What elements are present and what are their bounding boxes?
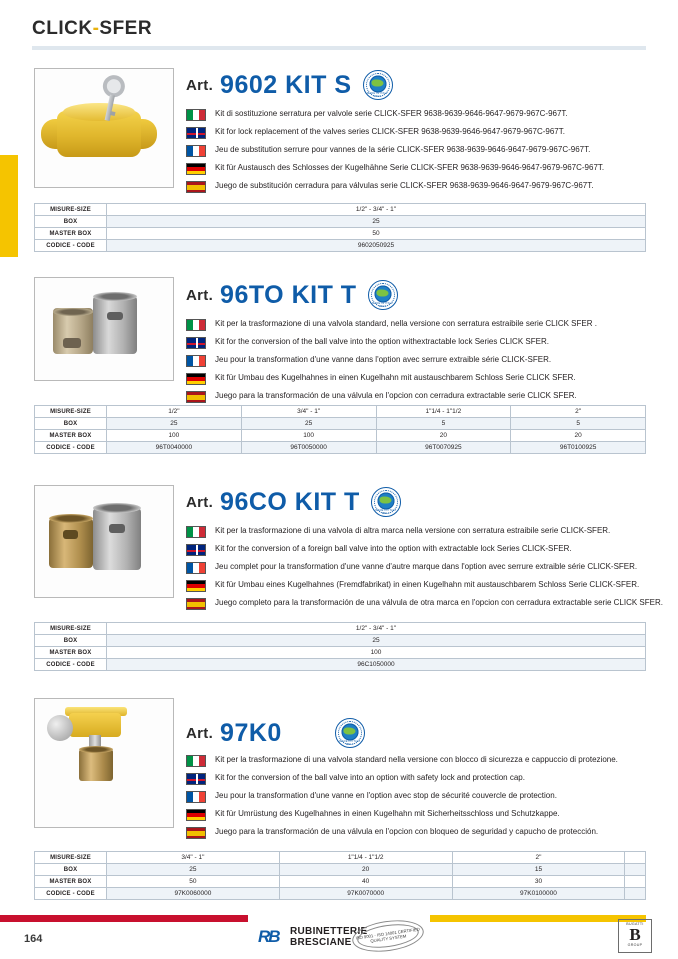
table-row — [35, 228, 646, 240]
description-list-1 — [186, 108, 604, 198]
made-in-italy-caption: MADE IN ITALY ONLY — [367, 92, 388, 98]
table-row — [35, 876, 646, 888]
made-in-italy-icon — [368, 280, 398, 310]
header-divider — [32, 46, 646, 50]
cell-box-empty — [625, 864, 646, 876]
flag-germany-icon — [186, 163, 206, 175]
art-code: 9602 KIT S — [220, 70, 352, 99]
cell-box: 5 — [376, 418, 511, 430]
product-heading-1 — [186, 70, 393, 100]
art-code: 97K0 — [220, 718, 282, 747]
row-label-master: MASTER BOX — [35, 228, 107, 240]
certification-badge — [352, 921, 424, 951]
flag-uk-icon — [186, 337, 206, 349]
cell-code: 97K0070000 — [279, 888, 452, 900]
cell-code: 97K0060000 — [107, 888, 280, 900]
cell-size: 1/2" - 3/4" - 1" — [107, 204, 646, 216]
table-row — [35, 406, 646, 418]
description-row — [186, 597, 663, 610]
page-title-sub: SFER — [99, 18, 153, 39]
table-row — [35, 623, 646, 635]
cell-code: 96T0070925 — [376, 442, 511, 454]
flag-uk-icon — [186, 544, 206, 556]
description-row — [186, 372, 597, 385]
table-row — [35, 204, 646, 216]
cell-box: 5 — [511, 418, 646, 430]
cell-master: 100 — [107, 647, 646, 659]
row-label-master: MASTER BOX — [35, 876, 107, 888]
row-label-size: MISURE-SIZE — [35, 204, 107, 216]
product-heading-3 — [186, 487, 401, 517]
flag-italy-icon — [186, 109, 206, 121]
description-row — [186, 790, 618, 803]
table-row — [35, 659, 646, 671]
row-label-size: MISURE-SIZE — [35, 406, 107, 418]
page-header — [0, 0, 678, 52]
section-color-tab — [0, 155, 18, 257]
made-in-italy-caption: MADE IN ITALY ONLY — [372, 302, 394, 308]
cell-box: 20 — [279, 864, 452, 876]
product-image-4 — [34, 698, 174, 828]
description-text: Jeu complet pour la transformation d'une vanne d'autre marque dans l'option avec serrure extraible série CLICK-SFER. — [215, 562, 638, 571]
cell-master: 100 — [107, 430, 242, 442]
product-heading-2 — [186, 280, 398, 310]
description-text: Kit für Umrüstung des Kugelhahnes in einen Kugelhahn mit Sicherheitsschloss und Schutzkappe. — [215, 809, 560, 818]
spec-table-2 — [34, 405, 646, 454]
row-label-box: BOX — [35, 418, 107, 430]
row-label-size: MISURE-SIZE — [35, 623, 107, 635]
description-text: Jeu de substitution serrure pour vannes de la série CLICK-SFER 9638-9639-9646-9647-9679-967C-967T. — [215, 145, 591, 154]
flag-germany-icon — [186, 809, 206, 821]
description-text: Juego para la transformación de una válvula en l'opcion con bloqueo de seguridad y capucho de protección. — [215, 827, 599, 836]
group-top-text: BUGATTI — [626, 922, 644, 926]
art-label: Art. — [186, 286, 214, 304]
cell-master: 20 — [511, 430, 646, 442]
cell-code: 96T0050000 — [241, 442, 376, 454]
row-label-size: MISURE-SIZE — [35, 852, 107, 864]
row-label-code: CODICE - CODE — [35, 240, 107, 252]
description-list-4 — [186, 754, 618, 844]
product-image-2 — [34, 277, 174, 381]
cell-size: 1"1/4 - 1"1/2 — [376, 406, 511, 418]
description-text: Kit für Austausch des Schlosses der Kugelhähne Serie CLICK-SFER 9638-9639-9646-9647-9679-967C-967T. — [215, 163, 605, 172]
flag-italy-icon — [186, 755, 206, 767]
description-row — [186, 162, 604, 175]
cell-size: 1"1/4 - 1"1/2 — [279, 852, 452, 864]
page-title — [32, 18, 152, 40]
art-code: 96TO KIT T — [220, 280, 357, 309]
page-number: 164 — [24, 933, 43, 945]
cell-master: 50 — [107, 228, 646, 240]
row-label-box: BOX — [35, 864, 107, 876]
description-row — [186, 525, 663, 538]
description-row — [186, 180, 604, 193]
description-text: Kit per la trasformazione di una valvola di altra marca nella versione con serratura estraibile serie CLICK-SFER. — [215, 526, 611, 535]
product-image-3 — [34, 485, 174, 598]
description-text: Kit für Umbau des Kugelhahnes in einen Kugelhahn mit austauschbarem Schloss Serie CLICK SFER. — [215, 373, 576, 382]
table-row — [35, 442, 646, 454]
cell-box: 15 — [452, 864, 625, 876]
description-row — [186, 126, 604, 139]
flag-france-icon — [186, 355, 206, 367]
description-text: Kit for the conversion of the ball valve into the option withextractable lock Series CLICK SFER. — [215, 337, 549, 346]
description-row — [186, 336, 597, 349]
description-text: Juego completo para la transformación de una válvula de otra marca en l'opcion con cerradura extractable serie CLICK SFER. — [215, 598, 663, 607]
flag-italy-icon — [186, 319, 206, 331]
art-label: Art. — [186, 76, 214, 94]
description-row — [186, 108, 604, 121]
cell-master: 50 — [107, 876, 280, 888]
description-row — [186, 390, 597, 403]
description-text: Kit für Umbau eines Kugelhahnes (Fremdfabrikat) in einen Kugelhahn mit austauschbarem Schloss Serie CLICK-SFER. — [215, 580, 640, 589]
flag-germany-icon — [186, 373, 206, 385]
description-text: Juego para la transformación de una válvula en l'opcion con cerradura extractable serie CLICK SFER. — [215, 391, 577, 400]
flag-france-icon — [186, 145, 206, 157]
row-label-code: CODICE - CODE — [35, 888, 107, 900]
row-label-code: CODICE - CODE — [35, 442, 107, 454]
flag-spain-icon — [186, 827, 206, 839]
row-label-code: CODICE - CODE — [35, 659, 107, 671]
description-row — [186, 754, 618, 767]
flag-spain-icon — [186, 181, 206, 193]
table-row — [35, 430, 646, 442]
cell-box: 25 — [107, 216, 646, 228]
table-row — [35, 647, 646, 659]
footer-red-bar — [0, 915, 248, 922]
cell-code-empty — [625, 888, 646, 900]
company-name-line1: RUBINETTERIE — [290, 926, 368, 937]
description-row — [186, 772, 618, 785]
cell-code: 96C1050000 — [107, 659, 646, 671]
art-label: Art. — [186, 724, 214, 742]
cell-box: 25 — [241, 418, 376, 430]
table-row — [35, 240, 646, 252]
made-in-italy-icon — [335, 718, 365, 748]
cell-size: 1/2" - 3/4" - 1" — [107, 623, 646, 635]
description-row — [186, 318, 597, 331]
cell-box: 25 — [107, 418, 242, 430]
cell-size-empty — [625, 852, 646, 864]
page-title-main: CLICK — [32, 18, 93, 39]
description-text: Kit for the conversion of a foreign ball valve into the option with extractable lock Series CLICK-SFER. — [215, 544, 572, 553]
description-text: Juego de substitución cerradura para válvulas serie CLICK-SFER 9638-9639-9646-9647-9679-967C-967T. — [215, 181, 594, 190]
cell-master: 100 — [241, 430, 376, 442]
footer-yellow-bar — [430, 915, 646, 922]
flag-spain-icon — [186, 598, 206, 610]
rb-monogram-icon: RB — [258, 927, 279, 946]
table-row — [35, 852, 646, 864]
page-footer — [0, 911, 678, 959]
cell-code: 96T0100925 — [511, 442, 646, 454]
table-row — [35, 418, 646, 430]
made-in-italy-icon — [363, 70, 393, 100]
flag-uk-icon — [186, 127, 206, 139]
description-text: Kit per la trasformazione di una valvola standard nella versione con blocco di sicurezza e cappuccio di protezione. — [215, 755, 618, 764]
cell-size: 2" — [452, 852, 625, 864]
description-row — [186, 354, 597, 367]
row-label-box: BOX — [35, 216, 107, 228]
cell-code: 9602050925 — [107, 240, 646, 252]
description-text: Kit for lock replacement of the valves series CLICK-SFER 9638-9639-9646-9647-9679-967C-967T. — [215, 127, 565, 136]
made-in-italy-caption: MADE IN ITALY ONLY — [375, 509, 397, 515]
description-list-2 — [186, 318, 597, 408]
product-image-1 — [34, 68, 174, 188]
cell-box: 25 — [107, 635, 646, 647]
cell-master: 30 — [452, 876, 625, 888]
flag-spain-icon — [186, 391, 206, 403]
cell-code: 96T0040000 — [107, 442, 242, 454]
flag-france-icon — [186, 791, 206, 803]
company-name-line2: BRESCIANE — [290, 937, 352, 948]
made-in-italy-icon — [371, 487, 401, 517]
row-label-master: MASTER BOX — [35, 430, 107, 442]
description-row — [186, 808, 618, 821]
description-text: Kit for the conversion of the ball valve into an option with safety lock and protection cap. — [215, 773, 525, 782]
description-text: Jeu pour la transformation d'une vanne dans l'option avec serrure extraible série CLICK-SFER. — [215, 355, 552, 364]
group-letter: B — [629, 925, 641, 944]
description-row — [186, 561, 663, 574]
group-logo — [618, 919, 652, 953]
spec-table-4 — [34, 851, 646, 900]
table-row — [35, 635, 646, 647]
art-label: Art. — [186, 493, 214, 511]
table-row — [35, 216, 646, 228]
description-list-3 — [186, 525, 663, 615]
row-label-box: BOX — [35, 635, 107, 647]
description-text: Kit per la trasformazione di una valvola standard, nella versione con serratura estraibile serie CLICK SFER . — [215, 319, 597, 328]
certification-text: ISO 9001 - ISO 14001 CERTIFIED QUALITY SYSTEM — [355, 926, 420, 944]
cell-master: 40 — [279, 876, 452, 888]
table-row — [35, 888, 646, 900]
cell-size: 2" — [511, 406, 646, 418]
spec-table-1 — [34, 203, 646, 252]
flag-france-icon — [186, 562, 206, 574]
description-row — [186, 826, 618, 839]
description-row — [186, 144, 604, 157]
flag-germany-icon — [186, 580, 206, 592]
description-text: Jeu pour la transformation d'une vanne en l'option avec stop de sécurité couvercle de protection. — [215, 791, 557, 800]
cell-box: 25 — [107, 864, 280, 876]
description-row — [186, 543, 663, 556]
cell-master-empty — [625, 876, 646, 888]
art-code: 96CO KIT T — [220, 487, 360, 516]
flag-uk-icon — [186, 773, 206, 785]
product-heading-4 — [186, 718, 365, 748]
description-text: Kit di sostituzione serratura per valvole serie CLICK-SFER 9638-9639-9646-9647-9679-967C-967T. — [215, 109, 568, 118]
flag-italy-icon — [186, 526, 206, 538]
cell-size: 1/2" — [107, 406, 242, 418]
cell-code: 97K0100000 — [452, 888, 625, 900]
made-in-italy-caption: MADE IN ITALY ONLY — [339, 740, 361, 746]
page-title-dash: - — [92, 18, 100, 39]
cell-size: 3/4" - 1" — [107, 852, 280, 864]
row-label-master: MASTER BOX — [35, 647, 107, 659]
table-row — [35, 864, 646, 876]
cell-size: 3/4" - 1" — [241, 406, 376, 418]
cell-master: 20 — [376, 430, 511, 442]
description-row — [186, 579, 663, 592]
spec-table-3 — [34, 622, 646, 671]
group-bottom-text: GROUP — [627, 943, 643, 947]
